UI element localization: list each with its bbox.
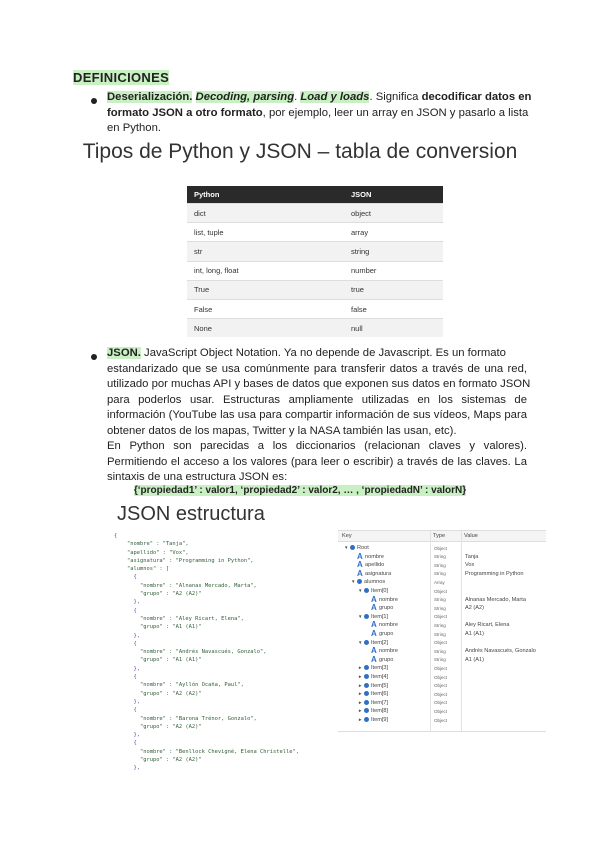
tree-type: Array [434,579,445,585]
expand-arrow-icon[interactable]: ▼ [344,545,349,550]
expand-arrow-icon[interactable]: ▼ [358,639,363,645]
tree-row[interactable] [338,604,538,612]
code-line: "nombre" : "Aley Ricart, Elena", [114,615,244,622]
tree-value: Vox [465,562,475,569]
json-syntax: {‘propiedad1’ : valor1, ‘propiedad2’ : valor2, … , ‘propiedadN’ : valorN} [133,485,467,496]
code-line: "apellido" : "Vox", [114,549,189,556]
tree-key: Item[2] [371,639,389,646]
code-line: "nombre" : "Benllock Chevigné, Elena Christelle", [114,748,299,755]
string-type-icon: A [371,603,377,613]
table-row [187,261,443,280]
tree-key: grupo [379,656,394,663]
tree-row[interactable] [338,544,538,552]
bullet-dot [91,354,97,360]
object-node-icon [364,683,369,688]
text-python: en Python. [107,122,162,134]
json-type-cell: true [344,280,443,299]
code-line: "grupo" : "A2 (A2)" [114,757,202,764]
string-type-icon: A [371,629,377,638]
tree-row[interactable] [338,673,538,681]
tree-key: Item[5] [371,682,389,689]
object-node-icon [364,665,369,670]
tree-key: asignatura [365,570,392,577]
json-line-8: sintaxis de una estructura JSON es: [107,471,288,483]
tree-type: String [434,657,446,663]
json-line-1: estandarizado que se usa comúnmente para transferir datos a través de una red, [107,362,527,375]
tree-row[interactable] [338,621,538,629]
tree-type: String [434,597,446,603]
tree-value: Tanja [465,553,479,560]
tree-value: Programming in Python [465,570,524,577]
code-line: { [114,574,137,581]
conversion-title: Tipos de Python y JSON – tabla de conversion [82,140,518,163]
synonyms: Decoding, parsing [195,91,295,103]
table-row [187,319,443,338]
collapse-arrow-icon[interactable]: ► [358,691,363,697]
string-type-icon: A [357,560,363,570]
tree-row[interactable] [338,587,538,595]
tree-type: String [434,571,446,577]
object-node-icon [364,691,369,696]
code-line: "nombre" : "Alnanas Mercado, Marta", [114,582,257,589]
tree-key: Item[3] [371,665,389,672]
python-type-cell: None [187,319,344,338]
json-line-4: información (YouTube las usa para compartir información de sus vídeos, Maps para [107,409,527,421]
object-node-icon [364,717,369,722]
tree-type: Object [434,665,448,671]
code-line: }, [114,599,140,606]
tree-row[interactable] [338,647,538,655]
code-line: }, [114,632,140,639]
tree-type: Object [434,545,448,551]
tree-key: Item[9] [371,717,389,723]
conversion-table [187,186,443,337]
tree-key: Item[4] [371,674,389,680]
col-python: Python [187,186,344,204]
tree-type: String [434,554,446,560]
tree-row[interactable] [338,656,538,664]
tree-type: Object [434,691,448,697]
object-node-icon [364,640,369,645]
object-node-icon [364,588,369,593]
tree-type: Object [434,717,448,723]
tree-row[interactable] [338,613,538,621]
tree-row[interactable] [338,716,538,724]
tree-type: String [434,622,446,628]
json-type-cell: string [344,242,443,261]
code-line: "grupo" : "A1 (A1)" [114,657,202,664]
string-type-icon: A [371,620,377,630]
code-line: "nombre" : "Andrés Navascués, Gonzalo", [114,649,267,656]
object-node-icon [350,545,355,550]
tree-type: Object [434,683,448,689]
tree-type: String [434,631,446,637]
tree-value: A1 (A1) [465,656,484,663]
tree-key: Item[0] [371,588,389,594]
tree-row[interactable] [338,664,538,672]
tree-type: Object [434,674,448,680]
python-type-cell: False [187,299,344,318]
tree-key: nombre [379,596,398,603]
tree-value: A1 (A1) [465,631,484,637]
table-row [187,242,443,261]
python-type-cell: str [187,242,344,261]
json-line-6: En Python son parecidas a los diccionarios (relacionan claves y valores). [107,440,527,452]
code-line: "asignatura" : "Programming in Python", [114,557,254,564]
tree-key: grupo [379,605,394,612]
tree-type: Object [434,700,448,706]
tree-type: Object [434,588,448,594]
code-line: { [114,707,137,714]
tree-row[interactable] [338,578,538,586]
code-line: "grupo" : "A1 (A1)" [114,624,202,631]
tree-row[interactable] [338,561,538,569]
collapse-arrow-icon[interactable]: ► [358,717,363,722]
json-paragraph [107,346,531,486]
tree-value: Alnanas Mercado, Marta [465,596,526,603]
code-line: { [114,533,118,539]
tree-row[interactable] [338,630,538,638]
json-syntax-line [0,485,600,496]
code-line: { [114,640,137,647]
json-code-block [114,532,299,773]
synonym-load: Load y loads [300,91,370,103]
code-line: "grupo" : "A2 (A2)" [114,591,202,598]
tree-key: nombre [365,553,384,560]
tree-type: Object [434,640,448,646]
python-type-cell: int, long, float [187,261,344,280]
expand-arrow-icon[interactable]: ▼ [358,588,363,593]
code-line: "nombre" : "Tanja", [114,541,189,548]
string-type-icon: A [371,646,377,656]
tree-row[interactable] [338,690,538,698]
string-type-icon: A [371,654,377,664]
object-node-icon [364,674,369,679]
tree-type: String [434,562,446,568]
tree-key: Item[8] [371,708,389,715]
estructura-title: JSON estructura [117,503,265,525]
tree-value: Aley Ricart, Elena [465,622,510,629]
string-type-icon: A [371,594,377,604]
deserialization-paragraph [107,90,532,137]
json-line-2: utilizado por muchas API y bases de datos que exponen sus datos en formato JSON [107,378,531,390]
code-line: }, [114,698,140,705]
json-line-5: obtener datos de los mapas, Twitter y la NASA también las usan, etc). [107,424,457,437]
tree-row[interactable] [338,639,538,647]
tree-row[interactable] [338,682,538,690]
tree-key: Item[7] [371,699,389,706]
bold-phrase-b: formato JSON a otro formato [107,106,263,119]
tree-row[interactable] [338,570,538,578]
object-node-icon [364,708,369,713]
code-line: "grupo" : "A2 (A2)" [114,723,202,730]
python-type-cell: dict [187,204,344,223]
json-line-3: para poderlos usar. Estructuras ampliamente utilizadas en los sistemas de [107,393,527,406]
tree-header-value: Value [464,533,478,539]
section-heading: DEFINICIONES [73,70,170,85]
tree-value: A2 (A2) [465,605,484,612]
json-type-cell: null [344,319,443,338]
tree-row[interactable] [338,707,538,715]
code-line: { [114,674,137,681]
collapse-arrow-icon[interactable]: ► [358,674,363,679]
code-line: }, [114,665,140,672]
tree-key: nombre [379,648,398,655]
code-line: "alumnos" : [ [114,566,170,573]
json-type-cell: false [344,299,443,318]
table-row [187,204,443,223]
tree-key: Root [357,545,369,551]
code-line: { [114,740,137,747]
json-type-cell: number [344,261,443,280]
code-line: "grupo" : "A2 (A2)" [114,690,202,697]
string-type-icon: A [357,568,363,578]
json-type-cell: array [344,223,443,242]
tree-key: grupo [379,631,394,637]
expand-arrow-icon[interactable]: ▼ [351,579,356,585]
tree-type: Object [434,708,448,714]
python-type-cell: True [187,280,344,299]
tree-key: nombre [379,622,398,629]
term-deserialization: Deserialización. [107,91,193,103]
tree-row[interactable] [338,553,538,561]
term-json: JSON. [107,347,141,359]
tree-row[interactable] [338,699,538,707]
tree-type: String [434,605,446,611]
code-line: }, [114,732,140,739]
collapse-arrow-icon[interactable]: ► [358,708,363,714]
json-tree-viewer [338,530,546,732]
tree-value: Andrés Navascués, Gonzalo [465,648,536,655]
string-type-icon: A [357,551,363,561]
collapse-arrow-icon[interactable]: ► [358,682,363,688]
code-line: { [114,607,137,614]
json-type-cell: object [344,204,443,223]
text-significa: . Significa [369,91,419,103]
array-node-icon [357,579,362,584]
tree-type: Object [434,614,448,620]
object-node-icon [364,614,369,619]
python-type-cell: list, tuple [187,223,344,242]
table-row [187,299,443,318]
table-row [187,280,443,299]
tree-header-type: Type [433,533,446,539]
tree-type: String [434,648,446,654]
table-row [187,223,443,242]
collapse-arrow-icon[interactable]: ► [358,699,363,705]
code-line: "nombre" : "Barona Trénor, Gonzalo", [114,715,257,722]
code-line: "nombre" : "Ayllón Ocaña, Paul", [114,682,244,689]
tree-key: apellido [365,562,385,569]
tree-header-key: Key [342,533,352,539]
expand-arrow-icon[interactable]: ▼ [358,613,363,619]
tree-row[interactable] [338,596,538,604]
text-example: , por ejemplo, leer un array en JSON y pasarlo a lista [262,106,529,119]
separator: . [294,91,298,103]
json-line-0: JavaScript Object Notation. Ya no depende de Javascript. Es un formato [140,347,506,359]
tree-key: alumnos [364,579,386,586]
tree-key: Item[6] [371,691,389,698]
code-line: }, [114,765,140,772]
tree-key: Item[1] [371,613,389,620]
bullet-dot [91,98,97,104]
object-node-icon [364,700,369,705]
bold-phrase-a: decodificar datos en [421,91,532,103]
json-line-7: Permitiendo el acceso a los valores (para leer o escribir) a través de las claves. La [107,455,527,468]
collapse-arrow-icon[interactable]: ► [358,665,363,671]
col-json: JSON [344,186,443,204]
